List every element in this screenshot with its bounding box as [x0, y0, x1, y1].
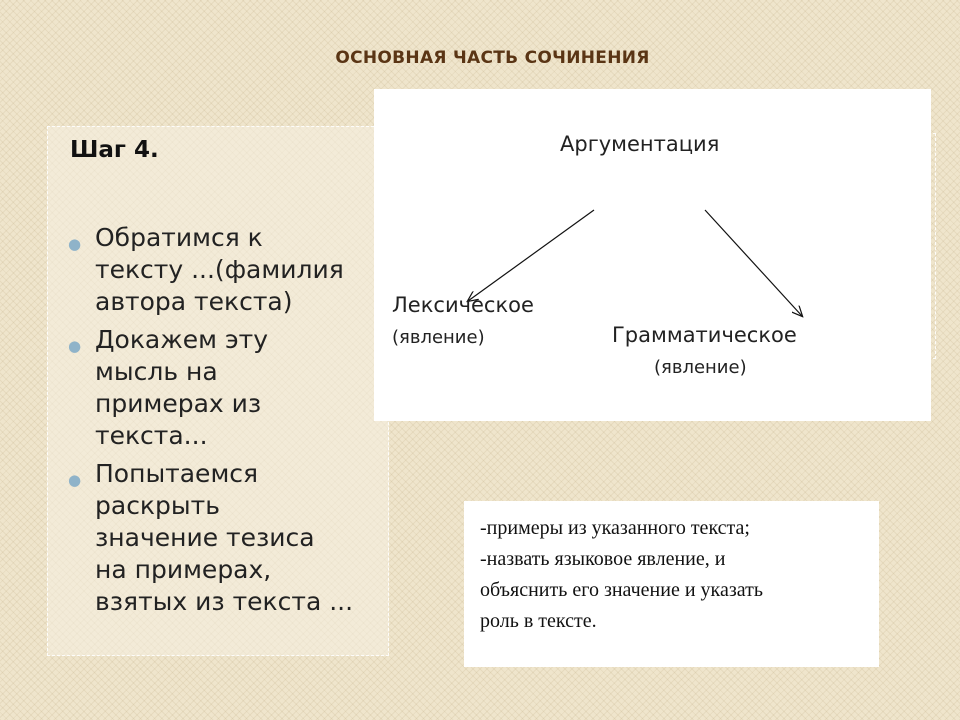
arrow-to-lexical [468, 210, 594, 301]
bullet-item [68, 324, 388, 452]
note-line: объяснить его значение и указать [480, 579, 763, 601]
bullet-dot-icon: ● [68, 337, 82, 355]
grammatical-note: (явление) [654, 357, 747, 378]
bullet-text: Докажем эту мысль на примерах из текста... [95, 325, 269, 450]
bullet-item [68, 458, 388, 618]
note-line: -назвать языковое явление, и [480, 548, 726, 570]
lexical-label: Лексическое [392, 293, 534, 317]
arrow-to-grammatical [705, 210, 802, 316]
lexical-note: (явление) [392, 327, 485, 348]
bullet-list [68, 222, 388, 624]
slide-title: ОСНОВНАЯ ЧАСТЬ СОЧИНЕНИЯ [335, 48, 650, 68]
bullet-text: Попытаемся раскрыть значение тезиса на примерах, взятых из текста ... [95, 459, 354, 616]
bullet-dot-icon: ● [68, 471, 82, 489]
bullet-item [68, 222, 388, 318]
step-heading: Шаг 4. [70, 137, 159, 163]
note-line: роль в тексте. [480, 610, 597, 632]
note-line: -примеры из указанного текста; [480, 517, 750, 539]
note-box [464, 501, 879, 667]
diagram-root-label: Аргументация [560, 132, 720, 156]
grammatical-label: Грамматическое [612, 323, 797, 347]
argumentation-diagram [374, 89, 931, 421]
bullet-dot-icon: ● [68, 235, 82, 253]
bullet-text: Обратимся к тексту ...(фамилия автора текста) [95, 223, 344, 316]
